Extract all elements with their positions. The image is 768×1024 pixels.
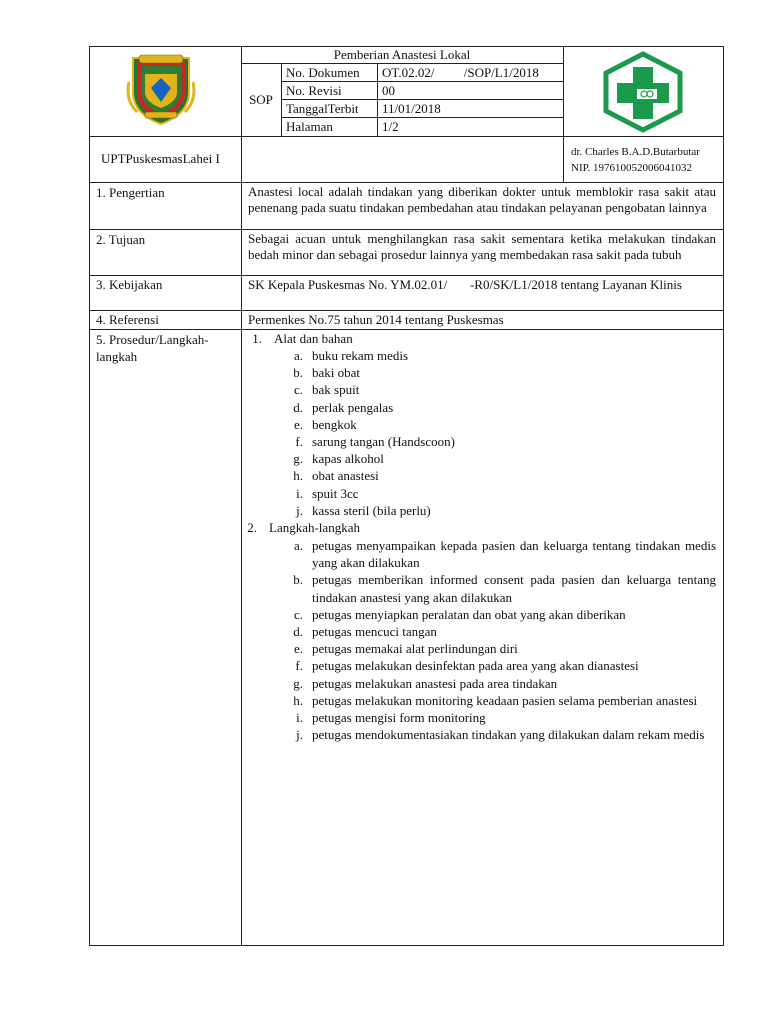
header-meta-row-line-3 xyxy=(281,117,563,118)
row-line-1 xyxy=(89,182,724,183)
list-item-text: petugas memakai alat perlindungan diri xyxy=(312,641,518,657)
list-item-text: petugas memberikan informed consent pada pasien dan keluarga tentang tindakan anastesi yang akan dilakukan xyxy=(312,572,716,605)
procedure-heading-langkah xyxy=(233,519,711,536)
list-item xyxy=(279,692,716,709)
list-item-marker: i. xyxy=(296,710,303,726)
list-heading-text: Alat dan bahan xyxy=(274,331,353,346)
meta-value-document-number: OT.02.02/ /SOP/L1/2018 xyxy=(382,65,539,80)
list-item-marker: i. xyxy=(296,485,303,501)
list-item-text: kassa steril (bila perlu) xyxy=(312,502,431,518)
section-label-prosedur: 5. Prosedur/Langkah-langkah xyxy=(96,332,209,364)
list-item-marker: c. xyxy=(293,606,303,622)
list-item-marker: e. xyxy=(293,416,303,432)
list-item xyxy=(279,657,716,674)
meta-label-issue-date: TanggalTerbit xyxy=(286,101,359,116)
list-item xyxy=(279,502,716,519)
alat-bahan-list xyxy=(279,347,716,519)
meta-value-revision: 00 xyxy=(382,83,395,98)
list-item-marker: g. xyxy=(293,675,303,691)
table-border-left xyxy=(89,46,90,946)
procedure-heading-alat xyxy=(238,330,716,347)
list-item xyxy=(279,537,716,571)
list-item xyxy=(279,675,716,692)
list-item-marker: d. xyxy=(293,624,303,640)
row-line-2 xyxy=(89,229,724,230)
list-item-marker: j. xyxy=(296,727,303,743)
section-text-tujuan: Sebagai acuan untuk menghilangkan rasa sakit sementara ketika melakukan tindakan bedah minor dan sebagai prosedur lainnya yang membedakan rasa sakit pada tubuh xyxy=(248,231,716,262)
list-item xyxy=(279,709,716,726)
list-item-marker: b. xyxy=(293,572,303,588)
list-item xyxy=(279,467,716,484)
section-text-kebijakan: SK Kepala Puskesmas No. YM.02.01/ -R0/SK/L1/2018 tentang Layanan Klinis xyxy=(248,277,682,292)
langkah-list xyxy=(279,537,716,743)
meta-label-revision: No. Revisi xyxy=(286,83,342,98)
list-item-marker: c. xyxy=(293,382,303,398)
table-border-bottom xyxy=(89,945,724,946)
list-marker: 2. xyxy=(247,520,257,535)
list-item-marker: d. xyxy=(293,399,303,415)
regional-emblem-logo xyxy=(125,52,197,128)
section-text-pengertian: Anastesi local adalah tindakan yang diberikan dokter untuk memblokir rasa sakit atau penenang pada suatu tindakan pembedahan atau tindakan pelayanan pengobatan lainnya xyxy=(248,184,716,215)
meta-label-document-number: No. Dokumen xyxy=(286,65,360,80)
list-item xyxy=(279,606,716,623)
list-item-marker: f. xyxy=(295,434,303,450)
puskesmas-logo xyxy=(601,51,685,133)
header-meta-row-line-1 xyxy=(281,81,563,82)
signer-name: dr. Charles B.A.D.Butarbutar xyxy=(571,146,700,158)
list-item xyxy=(279,381,716,398)
list-item-marker: h. xyxy=(293,468,303,484)
document-title: Pemberian Anastesi Lokal xyxy=(333,47,471,62)
list-item-text: petugas menyiapkan peralatan dan obat yang akan diberikan xyxy=(312,606,626,622)
list-item xyxy=(279,364,716,381)
list-item-text: petugas menyampaikan kepada pasien dan keluarga tentang tindakan medis yang akan dilakukan xyxy=(312,538,716,571)
unit-name: UPTPuskesmasLahei I xyxy=(101,151,220,166)
list-item-marker: b. xyxy=(293,365,303,381)
list-item-text: kapas alkohol xyxy=(312,451,384,467)
sop-label: SOP xyxy=(249,92,273,107)
list-item-text: petugas mendokumentasiakan tindakan yang dilakukan dalam rekam medis xyxy=(312,727,705,743)
list-item-marker: a. xyxy=(293,348,303,363)
list-item xyxy=(279,485,716,502)
section-label-referensi: 4. Referensi xyxy=(96,312,159,327)
list-item xyxy=(279,399,716,416)
section-text-referensi: Permenkes No.75 tahun 2014 tentang Puskesmas xyxy=(248,312,504,327)
list-item-text: petugas melakukan anastesi pada area tindakan xyxy=(312,675,558,691)
list-item-text: perlak pengalas xyxy=(312,399,394,415)
list-item-marker: h. xyxy=(293,692,303,708)
meta-label-page: Halaman xyxy=(286,119,333,134)
list-item-text: petugas mencuci tangan xyxy=(312,624,437,640)
row-line-3 xyxy=(89,275,724,276)
list-item-marker: j. xyxy=(296,502,303,518)
signer-nip: NIP. 197610052006041032 xyxy=(571,162,693,174)
section-label-pengertian: 1. Pengertian xyxy=(96,185,165,200)
header-meta-row-line-2 xyxy=(281,99,563,100)
header-row-line xyxy=(89,136,724,137)
list-item xyxy=(279,726,716,743)
list-item xyxy=(279,347,716,364)
list-item-marker: f. xyxy=(295,658,303,674)
column-divider xyxy=(241,46,242,946)
list-item xyxy=(279,571,716,605)
list-item-marker: g. xyxy=(293,451,303,467)
meta-value-page: 1/2 xyxy=(382,119,399,134)
list-item-text: petugas mengisi form monitoring xyxy=(312,710,486,726)
table-border-right xyxy=(723,46,724,946)
list-item-text: petugas melakukan monitoring keadaan pasien selama pemberian anastesi xyxy=(312,692,698,708)
list-item xyxy=(279,433,716,450)
list-item-text: obat anastesi xyxy=(312,468,379,484)
list-item-text: sarung tangan (Handscoon) xyxy=(312,434,455,450)
list-marker: 1. xyxy=(252,331,262,346)
list-item xyxy=(279,416,716,433)
list-item xyxy=(279,623,716,640)
list-item-marker: e. xyxy=(293,641,303,657)
list-heading-text: Langkah-langkah xyxy=(269,520,360,535)
list-item-text: bak spuit xyxy=(312,382,360,398)
section-label-tujuan: 2. Tujuan xyxy=(96,232,146,247)
list-item-text: petugas melakukan desinfektan pada area yang akan dianastesi xyxy=(312,658,639,674)
header-title-underline xyxy=(241,63,563,64)
header-divider-right xyxy=(563,46,564,182)
list-item-text: bengkok xyxy=(312,416,357,432)
list-item-text: spuit 3cc xyxy=(312,485,359,501)
section-label-kebijakan: 3. Kebijakan xyxy=(96,277,163,292)
list-item-text: baki obat xyxy=(312,365,361,381)
row-line-4 xyxy=(89,310,724,311)
list-item xyxy=(279,450,716,467)
list-item-marker: a. xyxy=(293,538,303,553)
list-item xyxy=(279,640,716,657)
meta-value-issue-date: 11/01/2018 xyxy=(382,101,441,116)
list-item-text: buku rekam medis xyxy=(312,348,409,363)
